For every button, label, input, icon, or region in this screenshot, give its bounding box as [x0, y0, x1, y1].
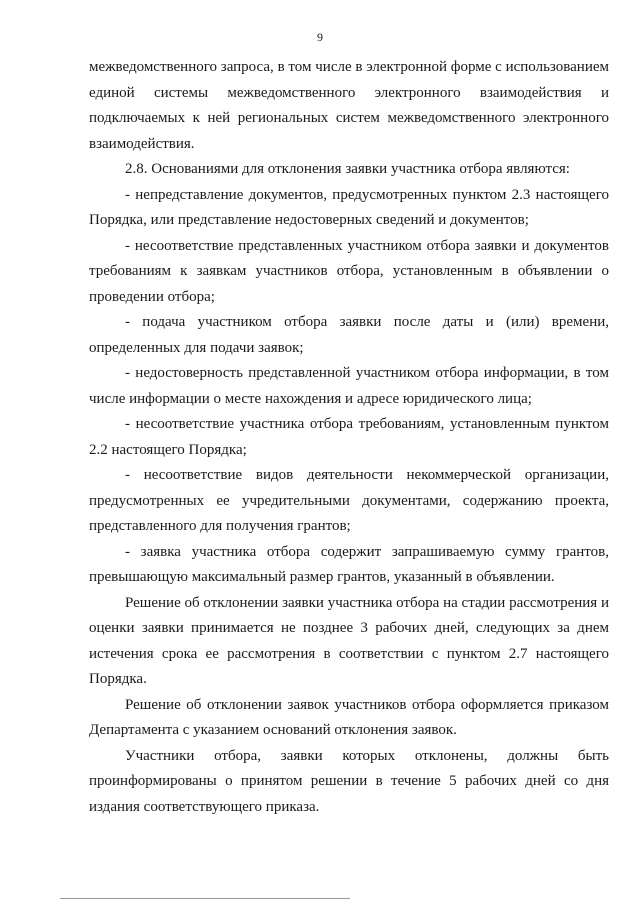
paragraph-decision-order: Решение об отклонении заявок участников отбора оформляется приказом Департамента с указанием оснований отклонения заявок.	[89, 696, 609, 738]
list-item-grounds: - недостоверность представленной участником отбора информации, в том числе информации о месте нахождения и адресе юридического лица;	[89, 365, 609, 407]
list-item-grounds: - подача участником отбора заявки после даты и (или) времени, определенных для подачи заявок;	[89, 314, 609, 356]
list-item-grounds: - заявка участника отбора содержит запрашиваемую сумму грантов, превышающую максимальный размер грантов, указанный в объявлении.	[89, 543, 609, 585]
paragraph-continuation: межведомственного запроса, в том числе в электронной форме с использованием единой системы межведомственного электронного взаимодействия и подключаемых к ней региональных систем межведомственного электронного взаимодействия.	[89, 59, 609, 152]
document-body	[89, 55, 609, 820]
paragraph-notification: Участники отбора, заявки которых отклонены, должны быть проинформированы о принятом решении в течение 5 рабочих дней со дня издания соответствующего приказа.	[89, 747, 609, 815]
paragraph-section-2-8: 2.8. Основаниями для отклонения заявки участника отбора являются:	[125, 161, 570, 177]
paragraph-decision-deadline: Решение об отклонении заявки участника отбора на стадии рассмотрения и оценки заявки принимается не позднее 3 рабочих дней, следующих за днем истечения срока ее рассмотрения в соответствии с пунктом 2.7 настоящего Порядка.	[89, 594, 609, 687]
list-item-grounds: - несоответствие представленных участником отбора заявки и документов требованиям к заявкам участников отбора, установленным в объявлении о проведении отбора;	[89, 237, 609, 305]
list-item-grounds: - несоответствие видов деятельности некоммерческой организации, предусмотренных ее учредительными документами, содержанию проекта, представленного для получения грантов;	[89, 467, 609, 534]
footer-divider	[60, 898, 350, 899]
list-item-grounds: - несоответствие участника отбора требованиям, установленным пунктом 2.2 настоящего Порядка;	[89, 416, 609, 458]
list-item-grounds: - непредставление документов, предусмотренных пунктом 2.3 настоящего Порядка, или представление недостоверных сведений и документов;	[89, 186, 609, 228]
page-number: 9	[317, 30, 323, 44]
